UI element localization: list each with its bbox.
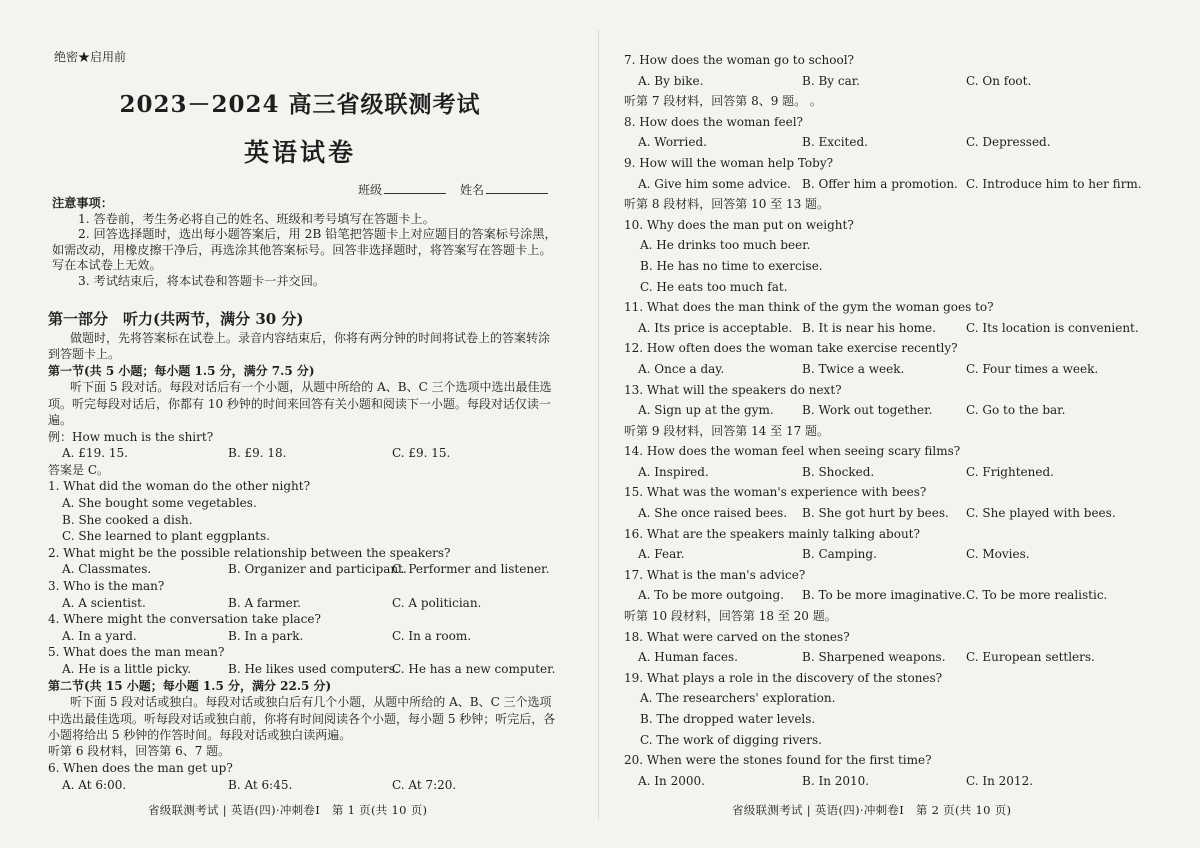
option-b: B. He has no time to exercise. xyxy=(640,258,823,273)
option-b: B. At 6:45. xyxy=(228,777,293,792)
question: 7. How does the woman go to school? xyxy=(624,53,854,67)
option-c: C. Frightened. xyxy=(966,464,1054,479)
option-b: B. Twice a week. xyxy=(802,361,905,376)
question-options xyxy=(48,561,560,578)
notice-item-3: 3. 考试结束后，将本试卷和答题卡一并交回。 xyxy=(78,273,326,288)
option-a: A. Worried. xyxy=(638,135,707,150)
option-a: A. Give him some advice. xyxy=(638,176,791,191)
example-answer: 答案是 C。 xyxy=(48,462,109,477)
confidential-label: 绝密★启用前 xyxy=(54,50,127,64)
exam-title: 2023－2024 高三省级联测考试 xyxy=(119,91,481,118)
question-options xyxy=(624,174,1144,195)
exam-subject-title: 英语试卷 xyxy=(243,138,356,167)
question-options xyxy=(624,400,1144,421)
question-options xyxy=(624,359,1144,380)
option-b: B. Organizer and participant. xyxy=(228,562,407,577)
question: 20. When were the stones found for the first time? xyxy=(624,753,932,768)
option-a: A. Human faces. xyxy=(638,650,738,665)
option-c: C. European settlers. xyxy=(966,650,1095,665)
option-b: B. In a park. xyxy=(228,628,304,643)
question: 11. What does the man think of the gym the woman goes to? xyxy=(624,300,994,315)
option-c: C. The work of digging rivers. xyxy=(640,732,822,747)
question: 8. How does the woman feel? xyxy=(624,114,803,129)
option-b: B. £9. 18. xyxy=(228,446,287,461)
question-options xyxy=(624,318,1144,339)
option-b: B. Offer him a promotion. xyxy=(802,176,958,191)
option-a: A. Sign up at the gym. xyxy=(638,403,774,418)
question: 2. What might be the possible relationship between the speakers? xyxy=(48,545,451,560)
material-instruction: 听第 8 段材料，回答第 10 至 13 题。 xyxy=(624,197,830,212)
exam-notice xyxy=(52,196,558,290)
question-options xyxy=(624,647,1144,668)
question-options xyxy=(48,777,560,794)
option-c: C. A politician. xyxy=(392,595,482,610)
question: 13. What will the speakers do next? xyxy=(624,382,842,397)
option-c: C. She learned to plant eggplants. xyxy=(62,529,270,544)
question: 16. What are the speakers mainly talking about? xyxy=(624,526,920,541)
option-b: B. Excited. xyxy=(802,135,868,150)
question: 12. How often does the woman take exercise recently? xyxy=(624,341,958,356)
option-b: B. The dropped water levels. xyxy=(640,712,816,726)
question-options xyxy=(624,585,1144,606)
part-instructions: 做题时，先将答案标在试卷上。录音内容结束后，你将有两分钟的时间将试卷上的答案转涂到答题卡上。 xyxy=(48,331,551,362)
option-c: C. Depressed. xyxy=(966,135,1051,150)
option-c: C. In 2012. xyxy=(966,773,1034,788)
class-label: 班级 xyxy=(358,183,383,197)
option-b: B. Camping. xyxy=(802,547,877,562)
question: 17. What is the man's advice? xyxy=(624,567,806,582)
question-options xyxy=(624,771,1144,792)
question: 4. Where might the conversation take place? xyxy=(48,612,321,627)
question-options xyxy=(48,595,560,612)
question-options xyxy=(48,661,560,678)
option-a: A. To be more outgoing. xyxy=(638,588,785,603)
question: 5. What does the man mean? xyxy=(48,645,225,660)
option-a: A. She once raised bees. xyxy=(638,506,788,521)
option-b: B. She got hurt by bees. xyxy=(802,506,949,521)
material-instruction: 听第 6 段材料，回答第 6、7 题。 xyxy=(48,744,231,759)
option-c: C. £9. 15. xyxy=(392,446,451,461)
option-a: A. In 2000. xyxy=(638,773,705,788)
section-heading: 第一节(共 5 小题；每小题 1.5 分，满分 7.5 分) xyxy=(48,363,315,378)
name-label: 姓名 xyxy=(460,183,485,197)
option-a: A. She bought some vegetables. xyxy=(62,496,257,510)
example-options xyxy=(48,445,560,462)
section-heading: 第二节(共 15 小题；每小题 1.5 分，满分 22.5 分) xyxy=(48,678,332,693)
question-options xyxy=(624,544,1144,565)
option-a: A. Classmates. xyxy=(62,562,152,577)
question: 10. Why does the man put on weight? xyxy=(624,217,854,232)
question: 14. How does the woman feel when seeing scary films? xyxy=(624,444,961,459)
option-c: C. Introduce him to her firm. xyxy=(966,176,1142,191)
option-c: C. On foot. xyxy=(966,73,1032,88)
option-a: A. £19. 15. xyxy=(62,446,128,461)
question: 3. Who is the man? xyxy=(48,578,165,593)
option-a: A. He drinks too much beer. xyxy=(640,238,811,253)
option-b: B. She cooked a dish. xyxy=(62,512,193,527)
question: 18. What were carved on the stones? xyxy=(624,629,850,644)
material-instruction: 听第 9 段材料，回答第 14 至 17 题。 xyxy=(624,423,830,438)
option-a: A. Its price is acceptable. xyxy=(638,320,793,335)
part-heading: 第一部分 听力(共两节，满分 30 分) xyxy=(48,310,304,328)
question-options xyxy=(624,503,1144,524)
option-a: A. Inspired. xyxy=(638,464,709,479)
question-options xyxy=(624,71,1144,92)
option-c: C. He has a new computer. xyxy=(392,661,556,676)
section-instructions: 听下面 5 段对话或独白。每段对话或独白后有几个小题，从题中所给的 A、B、C 三个选项中选出最佳选项。听每段对话或独白前，你将有时间阅读各个小题，每小题 5 秒钟；听完后，各小题将给出 5 秒钟的作答时间。每段对话或独白读两遍。 xyxy=(48,695,556,742)
option-c: C. Its location is convenient. xyxy=(966,320,1139,335)
material-instruction: 听第 10 段材料，回答第 18 至 20 题。 xyxy=(624,609,837,624)
listening-section-right xyxy=(624,50,1144,791)
question: 6. When does the man get up? xyxy=(48,760,233,775)
option-c: C. Four times a week. xyxy=(966,361,1099,376)
option-b: B. Shocked. xyxy=(802,464,875,479)
option-c: C. To be more realistic. xyxy=(966,588,1108,603)
option-b: B. It is near his home. xyxy=(802,320,936,335)
listening-section-left xyxy=(48,308,560,793)
material-instruction: 听第 7 段材料，回答第 8、9 题。 。 xyxy=(624,94,822,109)
option-a: A. The researchers' exploration. xyxy=(640,691,836,706)
notice-item-2: 2. 回答选择题时，选出每小题答案后，用 2B 铅笔把答题卡上对应题目的答案标号涂黑，如需改动，用橡皮擦干净后，再选涂其他答案标号。回答非选择题时，将答案写在答题卡上。写在本试卷上无效。 xyxy=(52,227,557,273)
option-c: C. He eats too much fat. xyxy=(640,279,788,294)
example-question: 例：How much is the shirt? xyxy=(48,429,214,444)
option-c: C. At 7:20. xyxy=(392,777,457,792)
section-instructions: 听下面 5 段对话。每段对话后有一个小题，从题中所给的 A、B、C 三个选项中选出最佳选项。听完每段对话后，你都有 10 秒钟的时间来回答有关小题和阅读下一小题。每段对话仅读一遍。 xyxy=(48,380,552,428)
question: 9. How will the woman help Toby? xyxy=(624,155,834,170)
option-a: A. Fear. xyxy=(638,547,685,562)
option-b: B. To be more imaginative. xyxy=(802,588,966,603)
question: 1. What did the woman do the other night? xyxy=(48,479,311,494)
name-blank xyxy=(486,182,548,194)
question: 15. What was the woman's experience with bees? xyxy=(624,485,927,500)
notice-title: 注意事项： xyxy=(52,196,113,210)
page-footer: 省级联测考试 | 英语(四)·冲刺卷Ⅰ 第 1 页(共 10 页) xyxy=(148,803,428,817)
option-c: C. She played with bees. xyxy=(966,506,1116,521)
option-c: C. Movies. xyxy=(966,547,1030,562)
question-options xyxy=(624,462,1144,483)
option-b: B. He likes used computers. xyxy=(228,661,399,676)
question: 19. What plays a role in the discovery of the stones? xyxy=(624,670,943,685)
option-b: B. In 2010. xyxy=(802,773,870,788)
option-a: A. By bike. xyxy=(638,73,704,88)
question-options xyxy=(48,628,560,645)
option-a: A. At 6:00. xyxy=(62,777,127,792)
option-b: B. By car. xyxy=(802,73,860,88)
option-b: B. Sharpened weapons. xyxy=(802,650,946,665)
option-a: A. In a yard. xyxy=(62,628,137,643)
option-c: C. Performer and listener. xyxy=(392,562,550,577)
class-blank xyxy=(384,182,446,194)
option-a: A. Once a day. xyxy=(638,361,725,376)
question-options xyxy=(624,132,1144,153)
option-a: A. A scientist. xyxy=(62,595,146,610)
option-c: C. In a room. xyxy=(392,628,472,643)
option-b: B. Work out together. xyxy=(802,403,933,418)
option-c: C. Go to the bar. xyxy=(966,403,1066,418)
page-footer: 省级联测考试 | 英语(四)·冲刺卷Ⅰ 第 2 页(共 10 页) xyxy=(732,803,1012,817)
option-a: A. He is a little picky. xyxy=(62,661,192,676)
notice-item-1: 1. 答卷前，考生务必将自己的姓名、班级和考号填写在答题卡上。 xyxy=(78,211,435,226)
option-b: B. A farmer. xyxy=(228,595,301,610)
